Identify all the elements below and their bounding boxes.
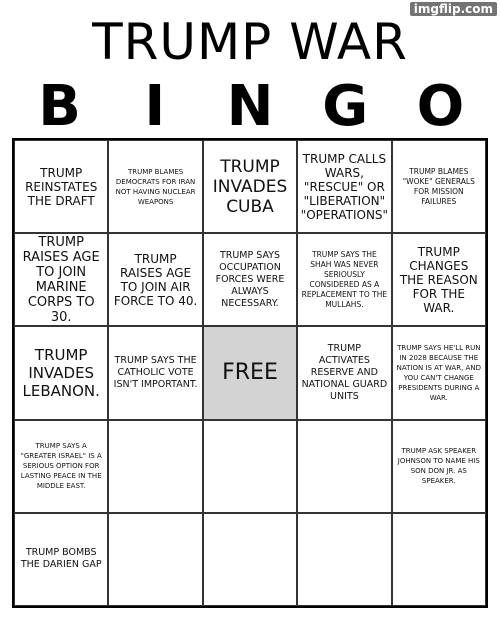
cell-text: TRUMP ASK SPEAKER JOHNSON TO NAME HIS SON DON JR. AS SPEAKER. — [397, 447, 480, 486]
bingo-cell[interactable] — [108, 513, 202, 606]
cell-text: TRUMP INVADES LEBANON. — [22, 345, 100, 400]
cell-text: TRUMP CALLS WARS, "RESCUE" OR "LIBERATION" "OPERATIONS" — [300, 151, 389, 222]
bingo-cell[interactable] — [108, 140, 202, 233]
bingo-cell[interactable] — [14, 140, 108, 233]
cell-text: TRUMP CHANGES THE REASON FOR THE WAR. — [399, 244, 478, 315]
bingo-cell[interactable] — [392, 233, 486, 326]
cell-text: TRUMP SAYS A "GREATER ISRAEL" IS A SERIOUS OPTION FOR LASTING PEACE IN THE MIDDLE EAST. — [20, 442, 102, 491]
bingo-letter-o: O — [416, 74, 465, 139]
bingo-letter-n: N — [226, 74, 274, 139]
free-space[interactable] — [203, 326, 297, 419]
cell-text: TRUMP SAYS THE SHAH WAS NEVER SERIOUSLY CONSIDERED AS A REPLACEMENT TO THE MULLAHS. — [301, 249, 388, 309]
cell-text: TRUMP REINSTATES THE DRAFT — [25, 165, 98, 208]
free-space-label: FREE — [222, 360, 278, 386]
bingo-letter-g: G — [322, 74, 369, 139]
bingo-cell[interactable] — [14, 420, 108, 513]
cell-text: TRUMP BLAMES DEMOCRATS FOR IRAN NOT HAVING NUCLEAR WEAPONS — [115, 167, 196, 206]
bingo-cell[interactable] — [108, 326, 202, 419]
cell-text: TRUMP BLAMES "WOKE" GENERALS FOR MISSION FAILURES — [402, 166, 475, 206]
bingo-cell[interactable] — [297, 140, 391, 233]
cell-text: TRUMP SAYS OCCUPATION FORCES WERE ALWAYS NECESSARY. — [215, 249, 285, 309]
cell-text: TRUMP SAYS HE'LL RUN IN 2028 BECAUSE THE NATION IS AT WAR, AND YOU CAN'T CHANGE PRESIDENTS DURING A WAR. — [396, 343, 481, 402]
bingo-cell[interactable] — [297, 326, 391, 419]
bingo-letter-i: I — [144, 74, 166, 139]
bingo-cell[interactable] — [392, 326, 486, 419]
bingo-cell[interactable] — [203, 420, 297, 513]
cell-text: TRUMP RAISES AGE TO JOIN AIR FORCE TO 40. — [113, 251, 198, 308]
bingo-cell[interactable] — [14, 513, 108, 606]
imgflip-watermark: imgflip.com — [410, 2, 497, 16]
bingo-cell[interactable] — [392, 513, 486, 606]
bingo-cell[interactable] — [203, 513, 297, 606]
bingo-letter-b: B — [38, 74, 81, 139]
bingo-cell[interactable] — [14, 326, 108, 419]
bingo-cell[interactable] — [297, 420, 391, 513]
bingo-cell[interactable] — [108, 233, 202, 326]
cell-text: TRUMP BOMBS THE DARIEN GAP — [20, 547, 102, 571]
bingo-cell[interactable] — [203, 233, 297, 326]
cell-text: TRUMP ACTIVATES RESERVE AND NATIONAL GUARD UNITS — [301, 342, 388, 402]
bingo-header — [12, 74, 488, 139]
bingo-cell[interactable] — [392, 140, 486, 233]
cell-text: TRUMP INVADES CUBA — [212, 156, 288, 217]
bingo-cell[interactable] — [14, 233, 108, 326]
bingo-cell[interactable] — [297, 513, 391, 606]
cell-text: TRUMP SAYS THE CATHOLIC VOTE ISN'T IMPORTANT. — [113, 354, 198, 390]
page-title: TRUMP WAR — [92, 13, 408, 71]
bingo-cell[interactable] — [108, 420, 202, 513]
cell-text: TRUMP RAISES AGE TO JOIN MARINE CORPS TO 30. — [22, 234, 100, 325]
bingo-cell[interactable] — [392, 420, 486, 513]
bingo-grid — [12, 138, 488, 608]
bingo-cell[interactable] — [203, 140, 297, 233]
bingo-cell[interactable] — [297, 233, 391, 326]
